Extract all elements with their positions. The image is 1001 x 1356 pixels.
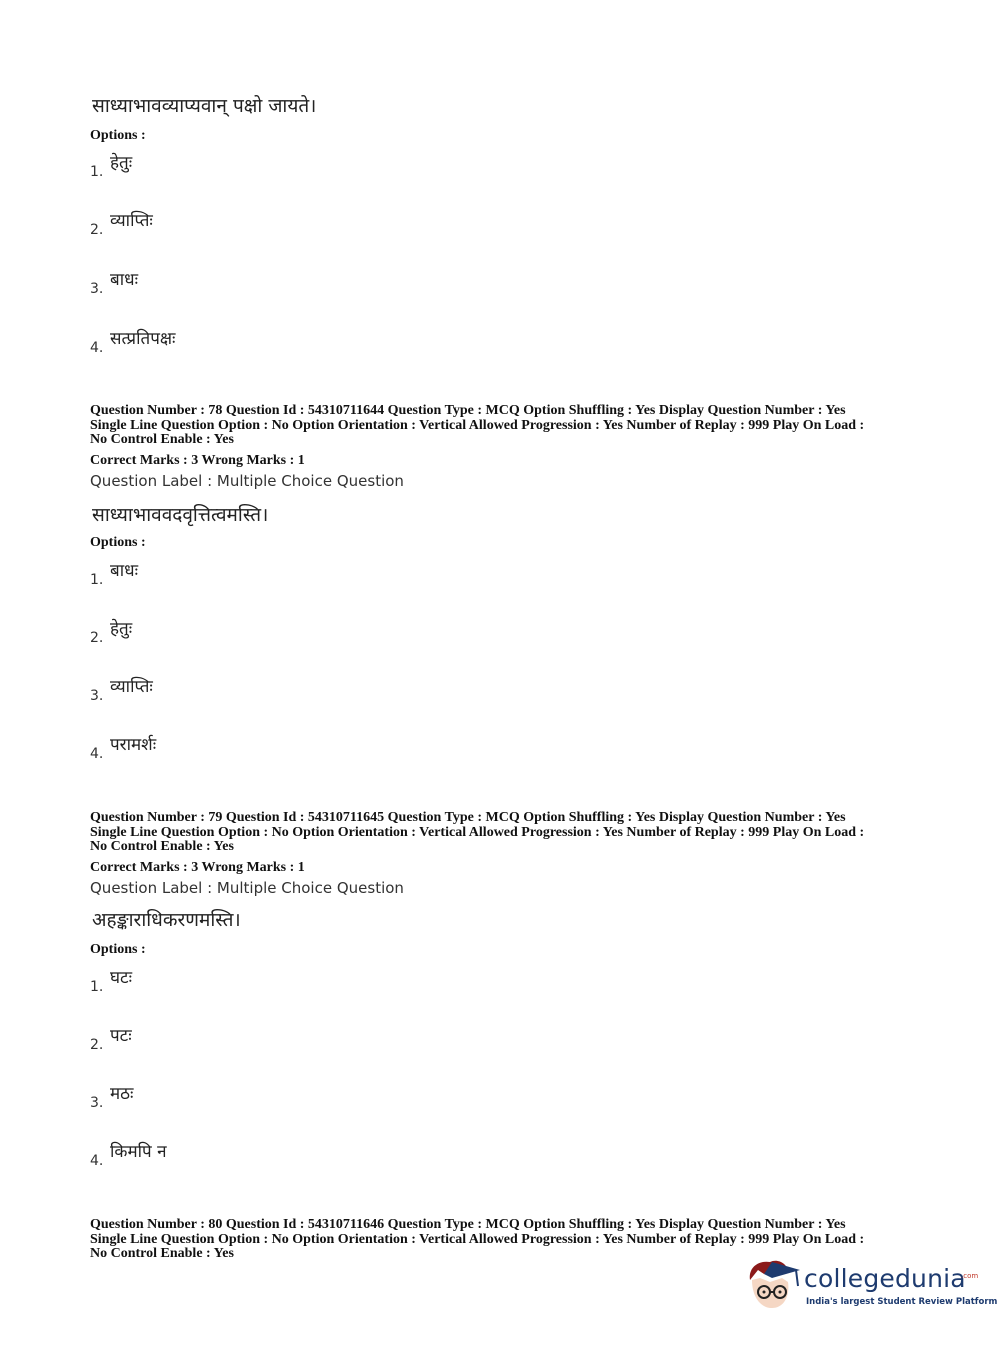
option-text: किमपि न [110,1142,167,1162]
option-text: मठः [110,1084,134,1104]
question-meta-78: Question Number : 78 Question Id : 54310711644 Question Type : MCQ Option Shuffling : Yes Display Question Number : Yes Single Line Question Option : No Option Orientation : Vertical Allowed Progression : Yes Number of Replay : 999 Play On Load : No Control Enable : Yes [90,403,865,448]
question-meta-79: Question Number : 79 Question Id : 54310711645 Question Type : MCQ Option Shuffling : Yes Display Question Number : Yes Single Line Question Option : No Option Orientation : Vertical Allowed Progression : Yes Number of Replay : 999 Play On Load : No Control Enable : Yes [90,810,865,855]
option-text: व्याप्तिः [110,677,153,697]
option-text: परामर्शः [110,735,157,755]
mascot-icon [742,1256,804,1318]
option-text: हेतुः [110,153,133,173]
question-label-78: Question Label : Multiple Choice Question [90,472,404,490]
option-number: 3. [90,688,104,704]
options-label-79: Options : [90,942,146,957]
option-number: 4. [90,1153,104,1169]
option-text: सत्प्रतिपक्षः [110,329,176,349]
option-number: 1. [90,164,104,180]
option-text: घटः [110,968,133,988]
brand-name: collegedunia [804,1264,966,1293]
brand-domain: .com [961,1272,979,1280]
question-text-78: साध्याभाववदवृत्तित्वमस्ति। [92,504,269,526]
option-text: पटः [110,1026,132,1046]
collegedunia-logo [742,1256,998,1322]
question-text-prev: साध्याभावव्याप्यवान् पक्षो जायते। [92,95,317,117]
option-text: व्याप्तिः [110,211,153,231]
option-number: 2. [90,630,104,646]
question-meta-80: Question Number : 80 Question Id : 54310711646 Question Type : MCQ Option Shuffling : Yes Display Question Number : Yes Single Line Question Option : No Option Orientation : Vertical Allowed Progression : Yes Number of Replay : 999 Play On Load : No Control Enable : Yes [90,1217,865,1262]
option-number: 1. [90,572,104,588]
question-marks-79: Correct Marks : 3 Wrong Marks : 1 [90,860,305,875]
option-text: बाधः [110,270,138,290]
question-label-79: Question Label : Multiple Choice Question [90,879,404,897]
option-number: 3. [90,1095,104,1111]
brand-tagline: India's largest Student Review Platform [806,1297,998,1307]
option-number: 2. [90,222,104,238]
options-label: Options : [90,128,146,143]
option-number: 4. [90,340,104,356]
option-text: बाधः [110,561,138,581]
option-number: 2. [90,1037,104,1053]
option-number: 3. [90,281,104,297]
question-text-79: अहङ्काराधिकरणमस्ति। [92,909,241,931]
option-text: हेतुः [110,619,133,639]
option-number: 1. [90,979,104,995]
option-number: 4. [90,746,104,762]
question-marks-78: Correct Marks : 3 Wrong Marks : 1 [90,453,305,468]
options-label-78: Options : [90,535,146,550]
